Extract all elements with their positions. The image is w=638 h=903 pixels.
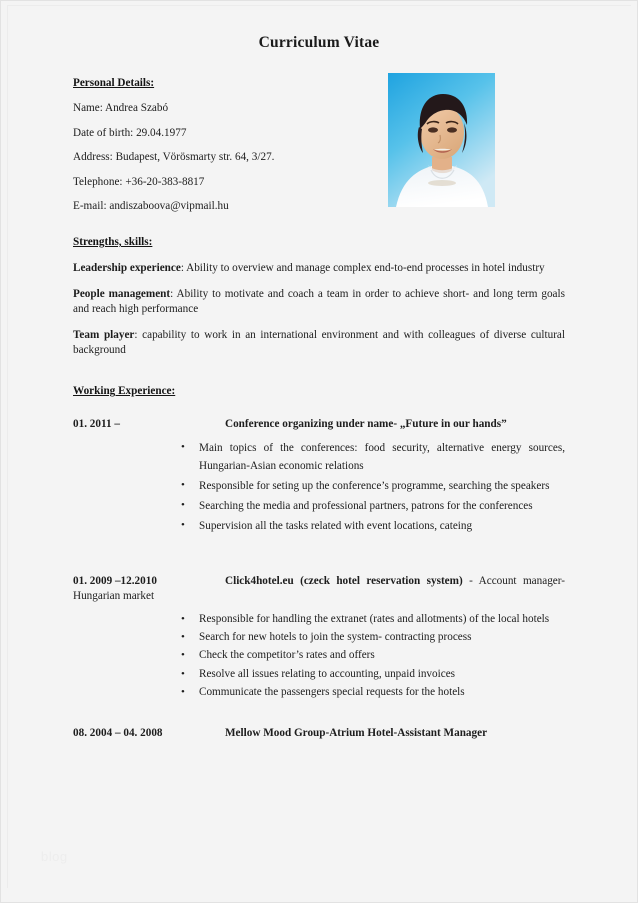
job-bullet: • Check the competitor’s rates and offers <box>73 647 565 664</box>
job-title: Click4hotel.eu (czeck hotel reservation system) <box>225 574 463 587</box>
strengths-section <box>73 236 567 357</box>
working-experience-heading: Working Experience: <box>73 385 176 398</box>
cv-content <box>73 77 567 741</box>
personal-details-section <box>73 77 567 212</box>
strength-label: People management <box>73 287 171 300</box>
job-bullet-list <box>73 611 567 702</box>
job-date: 01. 2011 – <box>73 418 120 431</box>
job-header <box>73 726 565 741</box>
job-bullet: • Resolve all issues relating to accounting, unpaid invoices <box>73 666 565 683</box>
job-bullet: • Supervision all the tasks related with event locations, cateing <box>73 517 565 535</box>
job-entry <box>73 574 567 702</box>
job-bullet: • Search for new hotels to join the system- contracting process <box>73 629 565 646</box>
job-entry <box>73 726 567 741</box>
strength-text: : Ability to motivate and coach a team in order to achieve short- and long term goals and reach high performance <box>73 287 565 315</box>
strength-item <box>73 328 565 358</box>
job-bullet: • Responsible for handling the extranet (rates and allotments) of the local hotels <box>73 611 565 628</box>
strength-item <box>73 261 565 276</box>
page-title: Curriculum Vitae <box>258 34 380 51</box>
job-title: Mellow Mood Group-Atrium Hotel-Assistant Manager <box>225 726 488 739</box>
job-header <box>73 574 565 605</box>
personal-detail-telephone: Telephone: +36-20-383-8817 <box>73 175 205 188</box>
strength-text: : capability to work in an international environment and with colleagues of diverse cultural background <box>73 328 565 356</box>
job-date: 08. 2004 – 04. 2008 <box>73 726 163 739</box>
personal-detail-name: Name: Andrea Szabó <box>73 102 169 114</box>
page-watermark: blog <box>41 849 68 864</box>
personal-details-heading: Personal Details: <box>73 77 155 89</box>
strength-label: Leadership experience <box>73 262 181 274</box>
job-title: Conference organizing under name- „Future in our hands” <box>225 418 507 431</box>
job-extra: - Account manager- Hungarian market <box>73 574 565 603</box>
strength-text: : Ability to overview and manage complex end-to-end processes in hotel industry <box>180 262 545 274</box>
job-entry <box>73 417 567 535</box>
personal-detail-email: E-mail: andiszaboova@vipmail.hu <box>73 200 229 212</box>
personal-detail-address: Address: Budapest, Vörösmarty str. 64, 3/27. <box>73 151 275 163</box>
personal-detail-birthdate: Date of birth: 29.04.1977 <box>73 126 187 139</box>
job-bullet-list <box>73 439 567 536</box>
strengths-heading: Strengths, skills: <box>73 236 153 248</box>
job-bullet: • Communicate the passengers special requests for the hotels <box>73 684 565 701</box>
strength-label: Team player <box>73 328 135 341</box>
working-experience-section <box>73 385 567 741</box>
job-bullet: • Main topics of the conferences: food security, alternative energy sources, Hungarian-Asian economic relations <box>73 439 565 475</box>
strength-item <box>73 287 565 317</box>
job-header <box>73 417 565 432</box>
job-bullet: • Responsible for seting up the conference’s programme, searching the speakers <box>73 477 565 495</box>
job-bullet: • Searching the media and professional partners, patrons for the conferences <box>73 497 565 515</box>
job-date: 01. 2009 –12.2010 <box>73 574 157 587</box>
